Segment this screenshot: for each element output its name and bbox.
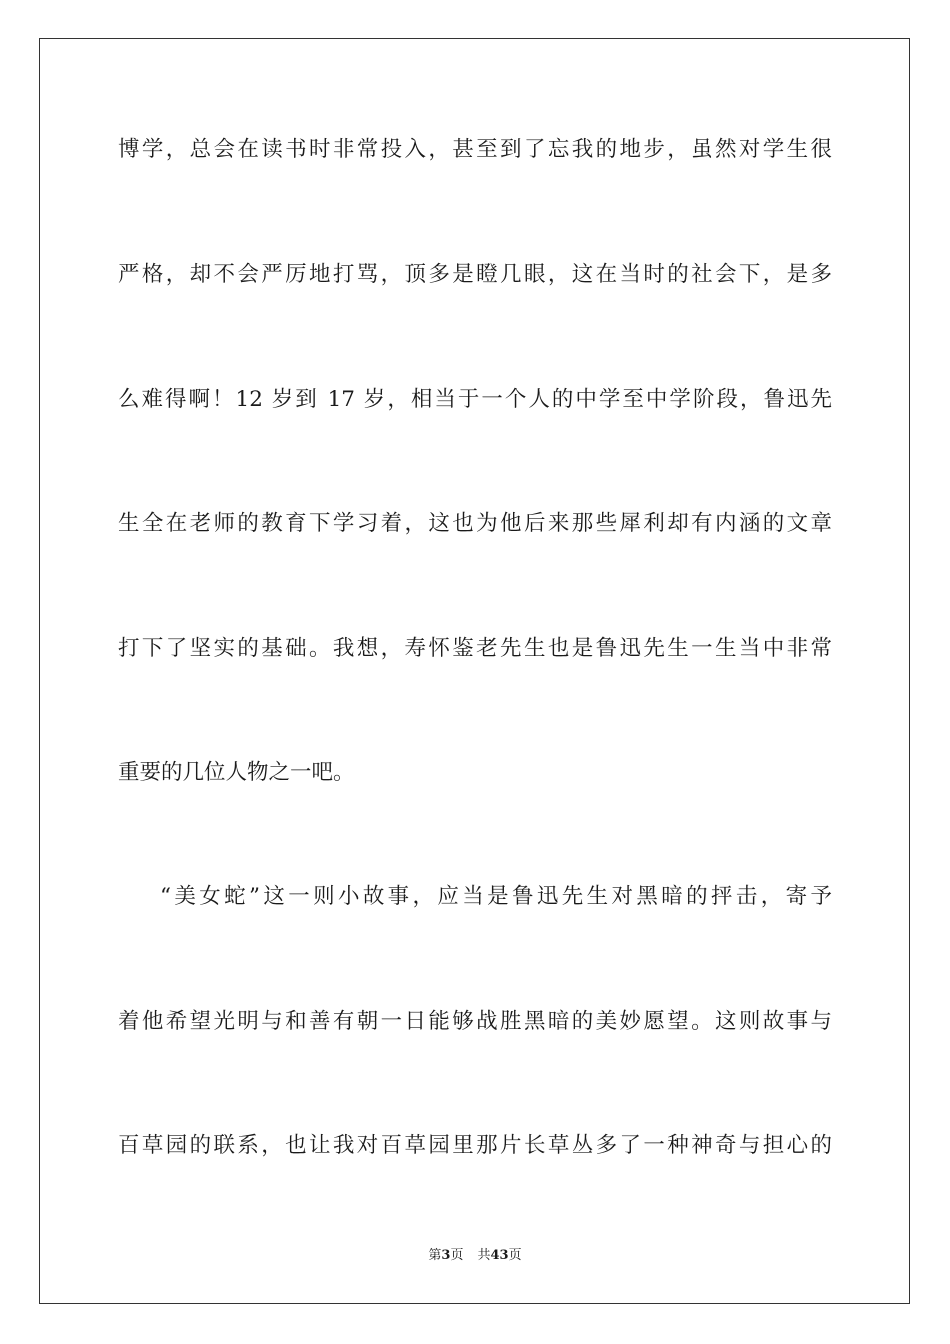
text-line: 严格，却不会严厉地打骂，顶多是瞪几眼，这在当时的社会下，是多 <box>118 262 832 287</box>
text-line: 博学，总会在读书时非常投入，甚至到了忘我的地步，虽然对学生很 <box>118 137 832 162</box>
page-number: 3 <box>441 1248 451 1263</box>
text-line: 生全在老师的教育下学习着，这也为他后来那些犀利却有内涵的文章 <box>118 511 832 536</box>
text-line: “美女蛇”这一则小故事，应当是鲁迅先生对黑暗的抨击，寄予 <box>160 884 832 909</box>
text-line: 着他希望光明与和善有朝一日能够战胜黑暗的美妙愿望。这则故事与 <box>118 1009 832 1034</box>
page-footer <box>0 1248 950 1264</box>
total-pages: 43 <box>490 1248 509 1263</box>
text-line: 么难得啊！12 岁到 17 岁，相当于一个人的中学至中学阶段，鲁迅先 <box>118 387 832 412</box>
page-suffix: 页 <box>450 1248 464 1263</box>
total-suffix: 页 <box>508 1248 522 1263</box>
text-line: 百草园的联系，也让我对百草园里那片长草丛多了一种神奇与担心的 <box>118 1133 832 1158</box>
page-prefix: 第 <box>428 1248 442 1263</box>
text-line: 打下了坚实的基础。我想，寿怀鉴老先生也是鲁迅先生一生当中非常 <box>118 636 832 661</box>
text-line: 重要的几位人物之一吧。 <box>118 760 355 785</box>
page-frame <box>39 38 910 1304</box>
total-prefix: 共 <box>477 1248 491 1263</box>
